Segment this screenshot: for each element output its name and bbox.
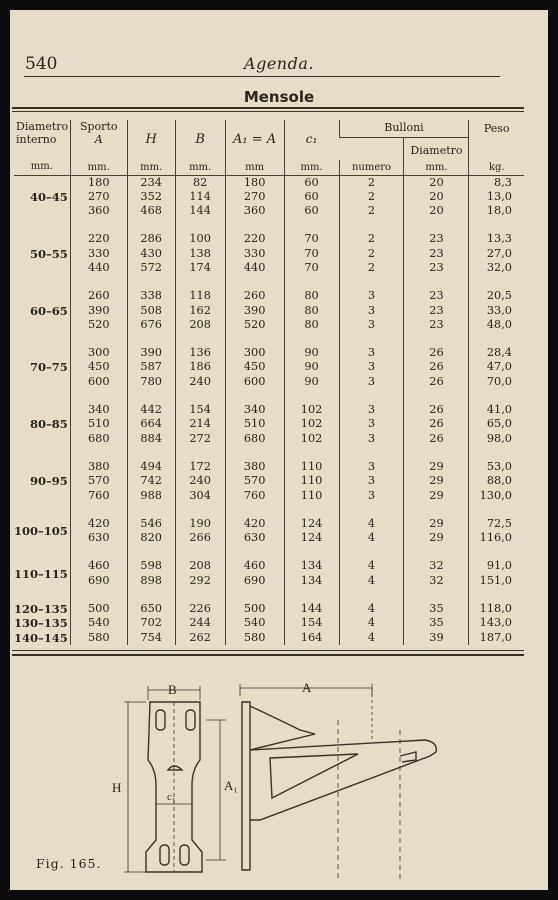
table-cell: 98,0 bbox=[469, 432, 524, 446]
table-cell: 151,0 bbox=[469, 574, 524, 588]
table-cell: 226 bbox=[175, 602, 225, 616]
unit-h: mm. bbox=[127, 160, 175, 176]
table-cell: 510 bbox=[70, 417, 127, 431]
table-row bbox=[14, 631, 524, 645]
table-cell: 134 bbox=[284, 559, 339, 573]
table-cell: 3 bbox=[339, 489, 404, 503]
unit-numero: numero bbox=[339, 160, 404, 176]
table-cell: 23 bbox=[404, 289, 469, 303]
table-cell: 23 bbox=[404, 232, 469, 246]
table-cell: 154 bbox=[284, 616, 339, 630]
table-cell: 240 bbox=[175, 474, 225, 488]
table-cell: 3 bbox=[339, 346, 404, 360]
table-cell: 680 bbox=[225, 432, 284, 446]
table-cell: 494 bbox=[127, 460, 175, 474]
table-row bbox=[14, 190, 524, 204]
page-number: 540 bbox=[25, 54, 58, 74]
table-cell: 3 bbox=[339, 417, 404, 431]
table-row bbox=[14, 489, 524, 503]
table-cell: 2 bbox=[339, 175, 404, 190]
table-top-rule bbox=[12, 107, 524, 109]
table-cell: 23 bbox=[404, 247, 469, 261]
table-cell: 460 bbox=[70, 559, 127, 573]
table-cell: 186 bbox=[175, 360, 225, 374]
table-cell: 244 bbox=[175, 616, 225, 630]
table-cell: 124 bbox=[284, 517, 339, 531]
table-cell: 29 bbox=[404, 460, 469, 474]
table-cell: 187,0 bbox=[469, 631, 524, 645]
table-cell: 39 bbox=[404, 631, 469, 645]
table-cell: 650 bbox=[127, 602, 175, 616]
diametro-range: 90–95 bbox=[30, 474, 68, 489]
diametro-range: 60–65 bbox=[30, 303, 68, 318]
table-cell: 390 bbox=[70, 304, 127, 318]
col-h-header: H bbox=[127, 120, 175, 160]
label-c1: c₁ bbox=[167, 791, 176, 803]
table-cell: 270 bbox=[225, 190, 284, 204]
table-cell: 28,4 bbox=[469, 346, 524, 360]
table-cell: 330 bbox=[225, 247, 284, 261]
table-cell: 352 bbox=[127, 190, 175, 204]
table-cell: 208 bbox=[175, 318, 225, 332]
table-cell: 208 bbox=[175, 559, 225, 573]
table-cell: 3 bbox=[339, 403, 404, 417]
diametro-range: 70–75 bbox=[30, 360, 68, 375]
table-cell: 33,0 bbox=[469, 304, 524, 318]
table-cell: 130,0 bbox=[469, 489, 524, 503]
table-cell: 29 bbox=[404, 531, 469, 545]
table-cell: 2 bbox=[339, 190, 404, 204]
dimension-lines bbox=[124, 684, 372, 872]
table-cell: 702 bbox=[127, 616, 175, 630]
table-cell: 338 bbox=[127, 289, 175, 303]
col-bulloni-diametro-header: Diametro bbox=[404, 138, 469, 160]
table-cell: 2 bbox=[339, 204, 404, 218]
table-cell: 330 bbox=[70, 247, 127, 261]
table-cell: 260 bbox=[225, 289, 284, 303]
table-cell: 286 bbox=[127, 232, 175, 246]
col-diametro-header: Diametro interno bbox=[16, 120, 69, 146]
table-cell: 430 bbox=[127, 247, 175, 261]
unit-peso: kg. bbox=[469, 160, 524, 176]
table-cell: 630 bbox=[225, 531, 284, 545]
col-c1-header: c₁ bbox=[284, 120, 339, 160]
table-cell: 3 bbox=[339, 318, 404, 332]
table-cell: 91,0 bbox=[469, 559, 524, 573]
table-cell: 262 bbox=[175, 631, 225, 645]
section-title: Mensole bbox=[243, 88, 315, 106]
table-cell: 88,0 bbox=[469, 474, 524, 488]
table-cell: 440 bbox=[225, 261, 284, 275]
table-cell: 26 bbox=[404, 360, 469, 374]
table-cell: 540 bbox=[225, 616, 284, 630]
table-cell: 600 bbox=[70, 375, 127, 389]
label-b: B bbox=[168, 682, 177, 697]
book-page bbox=[10, 10, 548, 890]
table-cell: 580 bbox=[225, 631, 284, 645]
table-row bbox=[14, 574, 524, 588]
table-cell: 23 bbox=[404, 318, 469, 332]
diametro-range: 110–115 bbox=[14, 566, 68, 581]
table-row bbox=[14, 403, 524, 417]
table-cell: 118,0 bbox=[469, 602, 524, 616]
table-cell: 3 bbox=[339, 432, 404, 446]
table-row bbox=[14, 232, 524, 246]
bracket-side-view bbox=[242, 702, 436, 880]
table-cell: 90 bbox=[284, 360, 339, 374]
table-cell: 90 bbox=[284, 346, 339, 360]
table-cell: 26 bbox=[404, 346, 469, 360]
table-cell: 2 bbox=[339, 247, 404, 261]
table-cell: 174 bbox=[175, 261, 225, 275]
table-cell: 304 bbox=[175, 489, 225, 503]
table-row bbox=[14, 602, 524, 616]
table-cell: 390 bbox=[225, 304, 284, 318]
diametro-range: 80–85 bbox=[30, 417, 68, 432]
table-cell: 500 bbox=[225, 602, 284, 616]
table-cell: 8,3 bbox=[469, 175, 524, 190]
table-cell: 300 bbox=[70, 346, 127, 360]
table-cell: 80 bbox=[284, 289, 339, 303]
table-cell: 124 bbox=[284, 531, 339, 545]
table-cell: 742 bbox=[127, 474, 175, 488]
table-cell: 35 bbox=[404, 602, 469, 616]
bracket-front-view bbox=[146, 702, 202, 872]
table-cell: 690 bbox=[70, 574, 127, 588]
header-rule bbox=[24, 76, 500, 77]
table-cell: 4 bbox=[339, 517, 404, 531]
table-cell: 65,0 bbox=[469, 417, 524, 431]
table-cell: 60 bbox=[284, 175, 339, 190]
table-cell: 240 bbox=[175, 375, 225, 389]
table-cell: 270 bbox=[70, 190, 127, 204]
table-cell: 90 bbox=[284, 375, 339, 389]
unit-bulloni-diametro: mm. bbox=[404, 160, 469, 176]
table-cell: 80 bbox=[284, 318, 339, 332]
table-cell: 110 bbox=[284, 489, 339, 503]
table-cell: 570 bbox=[225, 474, 284, 488]
table-cell: 114 bbox=[175, 190, 225, 204]
table-cell: 29 bbox=[404, 489, 469, 503]
table-row bbox=[14, 559, 524, 573]
diametro-range: 140–145 bbox=[14, 630, 68, 645]
table-row bbox=[14, 318, 524, 332]
table-cell: 690 bbox=[225, 574, 284, 588]
table-row bbox=[14, 460, 524, 474]
table-cell: 27,0 bbox=[469, 247, 524, 261]
table-row bbox=[14, 417, 524, 431]
table-cell: 60 bbox=[284, 204, 339, 218]
table-cell: 172 bbox=[175, 460, 225, 474]
table-cell: 4 bbox=[339, 559, 404, 573]
table-cell: 600 bbox=[225, 375, 284, 389]
table-cell: 2 bbox=[339, 261, 404, 275]
table-cell: 70 bbox=[284, 232, 339, 246]
table-cell: 234 bbox=[127, 175, 175, 190]
table-cell: 442 bbox=[127, 403, 175, 417]
table-cell: 300 bbox=[225, 346, 284, 360]
table-cell: 520 bbox=[70, 318, 127, 332]
label-h: H bbox=[112, 780, 122, 795]
table-bottom-rule bbox=[12, 650, 524, 651]
table-cell: 18,0 bbox=[469, 204, 524, 218]
table-cell: 3 bbox=[339, 474, 404, 488]
unit-a1: mm bbox=[225, 160, 284, 176]
table-cell: 220 bbox=[70, 232, 127, 246]
mensole-table bbox=[14, 120, 524, 645]
table-cell: 598 bbox=[127, 559, 175, 573]
table-row bbox=[14, 247, 524, 261]
table-cell: 754 bbox=[127, 631, 175, 645]
running-header: Agenda. bbox=[244, 54, 314, 73]
table-cell: 144 bbox=[284, 602, 339, 616]
table-cell: 23 bbox=[404, 304, 469, 318]
table-cell: 450 bbox=[225, 360, 284, 374]
label-a1: A₁ bbox=[224, 778, 238, 793]
table-cell: 20,5 bbox=[469, 289, 524, 303]
table-cell: 60 bbox=[284, 190, 339, 204]
table-cell: 580 bbox=[70, 631, 127, 645]
table-cell: 680 bbox=[70, 432, 127, 446]
table-cell: 898 bbox=[127, 574, 175, 588]
table-cell: 510 bbox=[225, 417, 284, 431]
col-b-header: B bbox=[175, 120, 225, 160]
table-cell: 164 bbox=[284, 631, 339, 645]
col-bulloni-header: Bulloni bbox=[339, 120, 469, 138]
diametro-range: 100–105 bbox=[14, 523, 68, 538]
table-cell: 380 bbox=[70, 460, 127, 474]
table-cell: 360 bbox=[225, 204, 284, 218]
table-cell: 988 bbox=[127, 489, 175, 503]
table-cell: 220 bbox=[225, 232, 284, 246]
table-cell: 450 bbox=[70, 360, 127, 374]
table-cell: 540 bbox=[70, 616, 127, 630]
diametro-range: 120–135 bbox=[14, 602, 68, 617]
table-cell: 420 bbox=[70, 517, 127, 531]
table-cell: 272 bbox=[175, 432, 225, 446]
table-cell: 520 bbox=[225, 318, 284, 332]
table-cell: 102 bbox=[284, 417, 339, 431]
figure-caption: Fig. 165. bbox=[36, 856, 102, 871]
table-cell: 190 bbox=[175, 517, 225, 531]
table-cell: 154 bbox=[175, 403, 225, 417]
table-cell: 266 bbox=[175, 531, 225, 545]
table-cell: 340 bbox=[225, 403, 284, 417]
table-row bbox=[14, 616, 524, 630]
col-sporto-header: Sporto A bbox=[70, 120, 127, 160]
table-cell: 3 bbox=[339, 375, 404, 389]
bracket-drawing bbox=[110, 680, 450, 885]
table-row bbox=[14, 346, 524, 360]
table-cell: 572 bbox=[127, 261, 175, 275]
table-cell: 20 bbox=[404, 175, 469, 190]
table-cell: 102 bbox=[284, 432, 339, 446]
diametro-range: 40–45 bbox=[30, 189, 68, 204]
unit-sporto: mm. bbox=[70, 160, 127, 176]
table-cell: 508 bbox=[127, 304, 175, 318]
table-row bbox=[14, 375, 524, 389]
table-cell: 3 bbox=[339, 289, 404, 303]
table-cell: 260 bbox=[70, 289, 127, 303]
table-cell: 80 bbox=[284, 304, 339, 318]
table-cell: 4 bbox=[339, 631, 404, 645]
table-cell: 20 bbox=[404, 190, 469, 204]
table-cell: 420 bbox=[225, 517, 284, 531]
table-cell: 380 bbox=[225, 460, 284, 474]
table-cell: 664 bbox=[127, 417, 175, 431]
table-cell: 110 bbox=[284, 460, 339, 474]
table-cell: 26 bbox=[404, 375, 469, 389]
unit-c1: mm. bbox=[284, 160, 339, 176]
table-cell: 760 bbox=[225, 489, 284, 503]
table-cell: 4 bbox=[339, 531, 404, 545]
table-cell: 32 bbox=[404, 574, 469, 588]
table-cell: 26 bbox=[404, 417, 469, 431]
table-cell: 3 bbox=[339, 460, 404, 474]
table-cell: 460 bbox=[225, 559, 284, 573]
table-cell: 70 bbox=[284, 247, 339, 261]
table-cell: 340 bbox=[70, 403, 127, 417]
table-cell: 102 bbox=[284, 403, 339, 417]
table-cell: 4 bbox=[339, 602, 404, 616]
table-cell: 180 bbox=[225, 175, 284, 190]
table-cell: 82 bbox=[175, 175, 225, 190]
table-cell: 116,0 bbox=[469, 531, 524, 545]
table-cell: 390 bbox=[127, 346, 175, 360]
table-cell: 143,0 bbox=[469, 616, 524, 630]
table-cell: 100 bbox=[175, 232, 225, 246]
table-cell: 138 bbox=[175, 247, 225, 261]
table-cell: 118 bbox=[175, 289, 225, 303]
table-cell: 32 bbox=[404, 559, 469, 573]
table-cell: 570 bbox=[70, 474, 127, 488]
table-cell: 136 bbox=[175, 346, 225, 360]
table-cell: 440 bbox=[70, 261, 127, 275]
col-a1-header: A₁ = A bbox=[225, 120, 284, 160]
table-cell: 676 bbox=[127, 318, 175, 332]
label-a: A bbox=[302, 680, 312, 695]
table-cell: 70 bbox=[284, 261, 339, 275]
table-cell: 13,3 bbox=[469, 232, 524, 246]
table-row bbox=[14, 531, 524, 545]
table-cell: 884 bbox=[127, 432, 175, 446]
table-cell: 587 bbox=[127, 360, 175, 374]
table-cell: 35 bbox=[404, 616, 469, 630]
table-cell: 26 bbox=[404, 432, 469, 446]
table-cell: 26 bbox=[404, 403, 469, 417]
table-cell: 20 bbox=[404, 204, 469, 218]
table-row bbox=[14, 517, 524, 531]
table-cell: 70,0 bbox=[469, 375, 524, 389]
table-row bbox=[14, 261, 524, 275]
table-cell: 41,0 bbox=[469, 403, 524, 417]
diametro-range: 50–55 bbox=[30, 246, 68, 261]
table-cell: 214 bbox=[175, 417, 225, 431]
table-cell: 47,0 bbox=[469, 360, 524, 374]
col-peso-header: Peso bbox=[469, 120, 524, 160]
table-cell: 53,0 bbox=[469, 460, 524, 474]
table-cell: 2 bbox=[339, 232, 404, 246]
table-cell: 630 bbox=[70, 531, 127, 545]
table-row bbox=[14, 304, 524, 318]
diametro-range: 130–135 bbox=[14, 616, 68, 631]
table-cell: 23 bbox=[404, 261, 469, 275]
table-cell: 144 bbox=[175, 204, 225, 218]
table-cell: 292 bbox=[175, 574, 225, 588]
table-cell: 3 bbox=[339, 360, 404, 374]
table-cell: 134 bbox=[284, 574, 339, 588]
table-cell: 29 bbox=[404, 517, 469, 531]
table-cell: 468 bbox=[127, 204, 175, 218]
table-cell: 3 bbox=[339, 304, 404, 318]
unit-b: mm. bbox=[175, 160, 225, 176]
table-cell: 500 bbox=[70, 602, 127, 616]
table-cell: 360 bbox=[70, 204, 127, 218]
table-cell: 72,5 bbox=[469, 517, 524, 531]
table-top-rule-thin bbox=[12, 111, 524, 112]
table-row bbox=[14, 175, 524, 190]
table-cell: 546 bbox=[127, 517, 175, 531]
table-cell: 162 bbox=[175, 304, 225, 318]
table-cell: 4 bbox=[339, 616, 404, 630]
table-cell: 180 bbox=[70, 175, 127, 190]
table-cell: 760 bbox=[70, 489, 127, 503]
table-row bbox=[14, 432, 524, 446]
table-cell: 820 bbox=[127, 531, 175, 545]
table-row bbox=[14, 204, 524, 218]
table-row bbox=[14, 360, 524, 374]
unit-diametro: mm. bbox=[30, 160, 53, 172]
table-cell: 32,0 bbox=[469, 261, 524, 275]
table-bottom-rule-thick bbox=[12, 654, 524, 656]
table-cell: 29 bbox=[404, 474, 469, 488]
table-cell: 780 bbox=[127, 375, 175, 389]
table-body bbox=[14, 175, 524, 645]
table-cell: 110 bbox=[284, 474, 339, 488]
table-row bbox=[14, 289, 524, 303]
table-cell: 4 bbox=[339, 574, 404, 588]
table-row bbox=[14, 474, 524, 488]
table-cell: 48,0 bbox=[469, 318, 524, 332]
table-cell: 13,0 bbox=[469, 190, 524, 204]
